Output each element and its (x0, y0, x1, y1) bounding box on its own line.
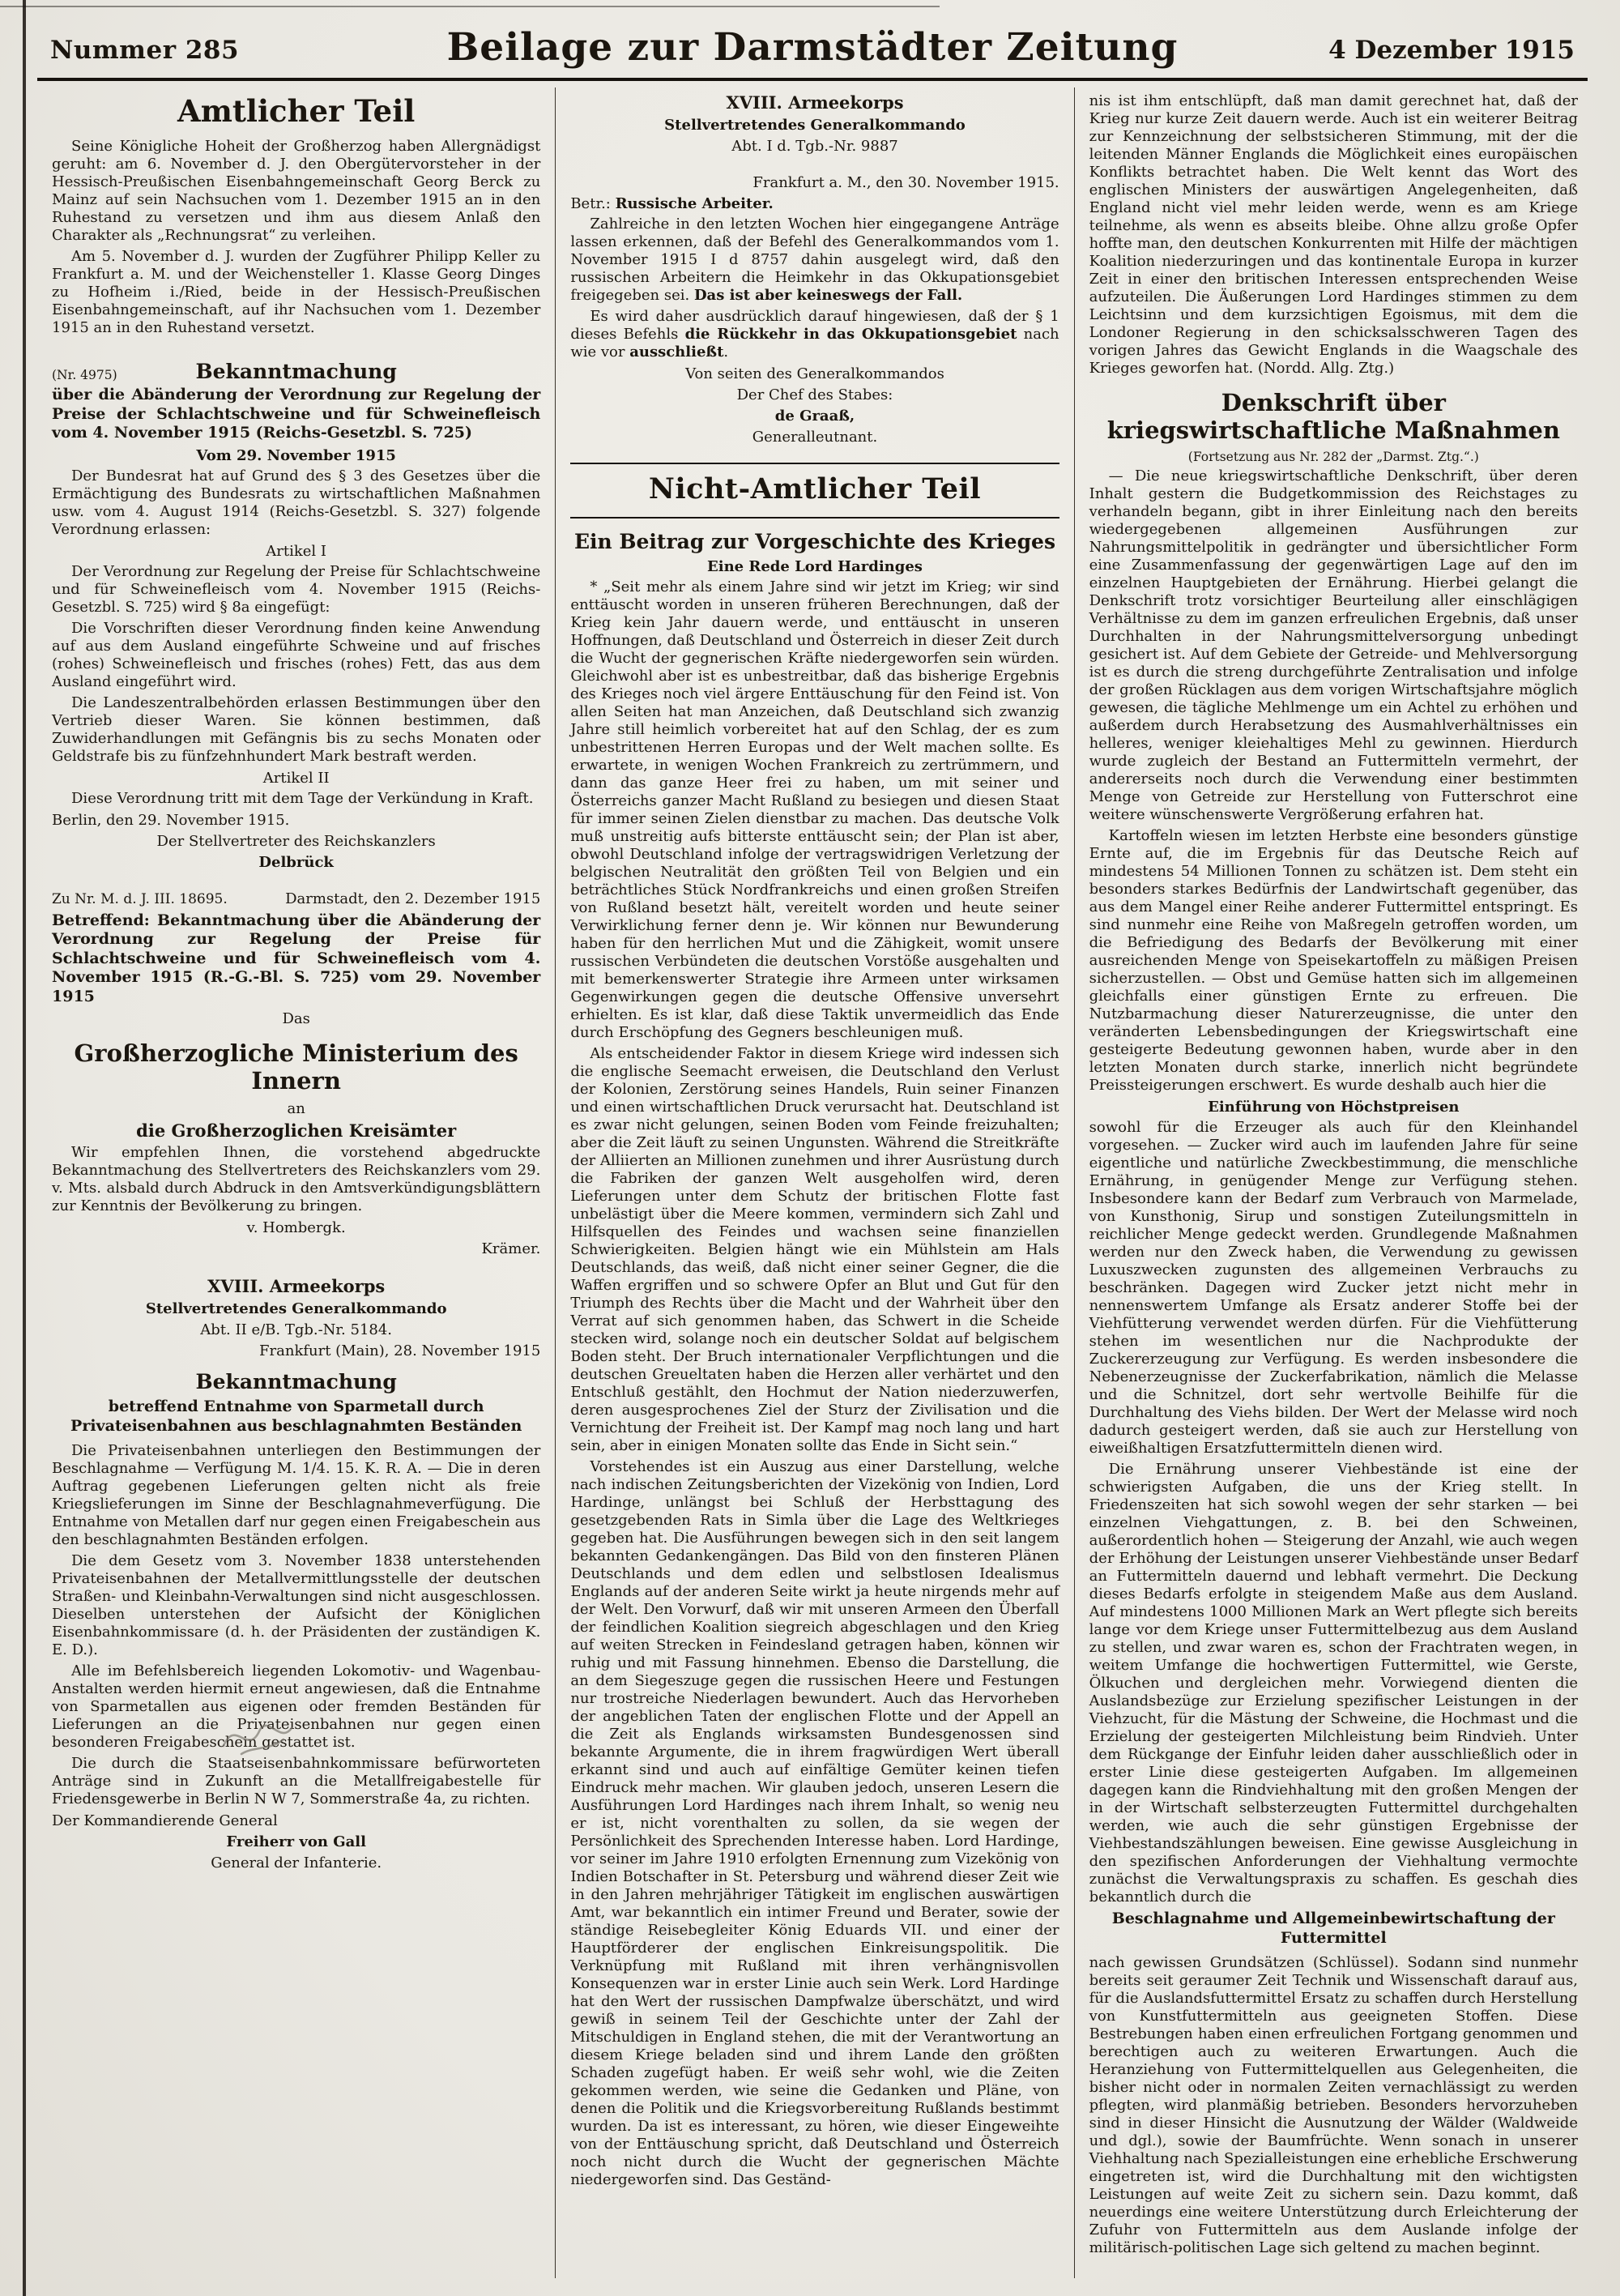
centered-line: Der Chef des Stabes: (736, 386, 893, 403)
newspaper-title: Beilage zur Darmstädter Zeitung (446, 25, 1179, 70)
spacer (570, 158, 1059, 171)
masthead-rule (37, 78, 1588, 81)
centered-line: Artikel II (262, 769, 330, 787)
signature: de Graaß, (774, 408, 855, 425)
centered-line: General der Infanterie. (211, 1854, 382, 1871)
issue-number: Nummer 285 (50, 36, 240, 65)
centered-line: Das (282, 1010, 310, 1027)
centered-line: Abt. I d. Tgb.-Nr. 9887 (731, 138, 898, 155)
paragraph: Die dem Gesetz vom 3. November 1838 unterstehenden Privateisenbahnen der Metallvermittlungsstelle der deutschen Straßen- und Kleinbahn-Verwaltungen sind nicht ausgeschlossen. Dieselben unterstehen der Aufsicht der Königlichen Eisenbahnkommissare (d. h. der Präsidenten der zuständigen K. E. D.). (52, 1552, 541, 1658)
paragraph: Der Bundesrat hat auf Grund des § 3 des Gesetzes über die Ermächtigung des Bundesrats zu wirtschaftlichen Maßnahmen usw. vom 4. August 1914 (Reichs-Gesetzbl. S. 327) folgende Verordnung erlassen: (52, 467, 541, 538)
text-line: Der Kommandierende General (52, 1812, 278, 1829)
paragraph: * „Seit mehr als einem Jahre sind wir jetzt im Krieg; wir sind enttäuscht worden in unseren früheren Berechnungen, daß der Krieg kein Jahr dauern werde, und enttäuscht in unseren Hoffnungen, daß Deutschland und Österreich in dieser Zeit durch die Wucht der gegnerischen Kräfte niedergeworfen sein würden. Gleichwohl aber ist es unbestreitbar, daß das bisherige Ergebnis des Krieges noch viel ärgere Enttäuschung für den Feind ist. Von allen Seiten hat man Anzeichen, daß Deutschland sich zwanzig Jahre still heimlich vorbereitet hat auf den Schlag, der es zum unbestrittenen Herren Europas und der Welt machen sollte. Es erwartete, in wenigen Wochen Frankreich zu zertrümmern, und dann das ganze Heer frei zu haben, um mit seiner und Österreichs ganzer Macht Rußland zu besiegen und diesen Staat für immer seinen Zielen dienstbar zu machen. Das deutsche Volk muß unstreitig aufs bitterste enttäuscht sein; der Plan ist aber, obwohl Deutschland infolge der vertragswidrigen Verletzung der belgischen Neutralität den größten Teil von Belgien und ein beträchtliches Stück Nordfrankreichs und einen großen Streifen von Rußland besetzt hält, vereitelt worden und heute seiner Verwirklichung ferner denn je. Wir können nur Bewunderung haben für den herrlichen Mut und die Zähigkeit, womit unsere russischen Verbündeten die deutschen Vorstöße ausgehalten und mit bemerkenswerter Strategie ihre Armeen unter wirksamen Gegenwirkungen gegen die deutsche Offensive unversehrt erhielten. Es ist klar, daß diese Taktik unvermeidlich das Ende durch Erschöpfung des Gegners beschleunigen muß. (570, 578, 1059, 1041)
spacer (52, 874, 540, 887)
paragraph: Als entscheidender Faktor in diesem Kriege wird indessen sich die englische Seemacht erweisen, die Deutschland den Verlust der Kolonien, Zerstörung seines Handels, Ruin seiner Finanzen und einen wirtschaftlichen Druck verursacht hat. Deutschland ist es zwar nicht gelungen, seinen Boden vom Feinde freizuhalten; aber die Zeit läuft zu seinen Ungunsten. Während die Streitkräfte der Alliierten an Millionen zunehmen und ihrer Ausrüstung durch die Fabriken der ganzen Welt ausgeholfen wird, deren Lieferungen unter dem Schutz der britischen Flotte fast unbelästigt über die Meere kommen, vermindern sich Zahl und Hilfsquellen des Feindes und wachsen seine finanziellen Schwierigkeiten. Belgien hängt wie ein Mühlstein am Hals Deutschlands, das weiß, daß nicht einer seiner Gegner, die die Waffen ergriffen und so schwere Opfer an Blut und Gut für den Triumph des Rechts über die Macht und der Wahrheit über den Verrat auf sich genommen haben, das Schwert in die Scheide stecken wird, solange noch ein deutscher Soldat auf belgischem Boden steht. Der Bruch internationaler Verpflichtungen und die deutschen Greueltaten haben die Herzen aller verhärtet und den Entschluß gestählt, den Hochmut der Nation niederzuwerfen, deren ausgesprochenes Ziel der Sturz der Zivilisation und die Vernichtung der Freiheit ist. Der Kampf mag noch lang und hart sein, aber in einigen Monaten sollte das Ende in Sicht sein.“ (570, 1045, 1059, 1454)
column-right (1074, 87, 1580, 2278)
paragraph: Vorstehendes ist ein Auszug aus einer Darstellung, welche nach indischen Zeitungsberichten der Vizekönig von Indien, Lord Hardinge, unlängst bei Schluß der Herbsttagung des gesetzgebenden Rats in Simla über die Lage des Weltkrieges gegeben hat. Die Ausführungen bewegen sich in den seit langem bekannten Gedankengängen. Das Bild von den finsteren Plänen Deutschlands und dem edlen und selbstlosen Idealismus Englands auf der anderen Seite wirkt ja heute nirgends mehr auf der Welt. Den Vorwurf, daß wir mit unseren Armeen den Überfall der feindlichen Koalition siegreich abgeschlagen und den Krieg auf weiten Strecken in Feindesland getragen haben, können wir ruhig und mit Fassung hinnehmen. Ebenso die Darstellung, die an dem Siegeszuge gegen die russischen Heere und Festungen nur trostreiche Niederlagen bewundert. Auch das Hervorheben der angeblichen Taten der englischen Flotte und der Appell an die Zeit als Englands wirksamsten Bundesgenossen sind bekannte Argumente, die in ihrem fragwürdigen Wert überall erkannt sind und auch auf einfältige Gemüter keinen tiefen Eindruck mehr machen. Wir glauben jedoch, unseren Lesern die Ausführungen Lord Hardinges nach ihrem Inhalt, so wenig neu er ist, nicht vorenthalten zu sollen, da sie wegen der Persönlichkeit des Sprechenden Interesse haben. Lord Hardinge, vor seiner im Jahre 1910 erfolgten Ernennung zum Vizekönig von Indien Botschafter in St. Petersburg und während dieser Zeit wie in den Jahren mehrjähriger Tätigkeit im englischen auswärtigen Amt, war bekanntlich ein intimer Freund und Berater, sowie der ständige Reisebegleiter König Eduards VII. und einer der Hauptförderer der englischen Einkreisungspolitik. Die Verknüpfung mit Rußland mit ihren verhängnisvollen Konsequenzen war in erster Linie auch sein Werk. Lord Hardinge hat den Wert der russischen Dampfwalze überschätzt, und wird gewiß in seinem Teil der Geschichte unter der Zahl der Mitschuldigen in England stehen, die mit der Verantwortung an diesem Kriege beladen sind und ihrem Lande den größten Schaden zugefügt haben. Er weiß sehr wohl, wie die Zeiten gekommen werden, wie seine die Gedanken und Pläne, von denen die Politik und die Kriegsvorbereitung Rußlands bestimmt wurden. Da ist es interessant, zu hören, wie dieser Eingeweihte von der Enttäuschung spricht, daß Deutschland und Österreich noch nicht durch die Wucht der gegnerischen Mächte niedergeworfen sind. Das Geständ- (570, 1458, 1059, 2188)
centered-line: Von seiten des Generalkommandos (685, 365, 944, 382)
paragraph: Diese Verordnung tritt mit dem Tage der Verkündung in Kraft. (71, 789, 534, 807)
heading-beitrag-vorgeschichte: Ein Beitrag zur Vorgeschichte des Krieges (573, 530, 1056, 553)
centered-line: an (287, 1100, 305, 1117)
paragraph: sowohl für die Erzeuger als auch für den Kleinhandel vorgesehen. — Zucker wird auch im laufenden Jahre für seine eigentliche und natürliche Zweckbestimmung, die menschliche Ernährung, in genügender Menge zur Verfügung stehen. Insbesondere kann der Bedarf zum Verbrauch von Marmelade, von Kunsthonig, Sirup und sonstigen Zuteilungsmitteln in reichlicher Menge gedeckt werden. Grundlegende Maßnahmen werden nur den Zweck haben, die Verwendung zu gewissen Luxuszwecken zugunsten des allgemeinen Verbrauchs zu beschränken. Dagegen wird Zucker jetzt nicht mehr in nennenswertem Umfange als Ersatz anderer Stoffe bei der Viehfütterung verwendet werden dürfen. Für die Viehfütterung stehen im wesentlichen nur die Nachprodukte der Zuckererzeugung zur Verfügung. Es werden insbesondere die Nebenerzeugnisse der Zuckerfabrikation, nämlich die Melasse und die Schnitzel, dort sehr wertvolle Beihilfe für die Durchhaltung des Viehs bilden. Der Wert der Melasse wird noch dadurch gesteigert werden, daß sie auch zur Herstellung von eiweißhaltigen Ersatzfuttermitteln dienen wird. (1089, 1119, 1578, 1457)
heading-ministerium: Großherzogliche Ministerium des Innern (74, 1039, 518, 1095)
paragraph: Die Landeszentralbehörden erlassen Bestimmungen über den Vertrieb dieser Waren. Sie können bestimmen, daß Zuwiderhandlungen mit Gefängnis bis zu sechs Monaten oder Geldstrafe bis zu fünfzehnhundert Mark bestraft werden. (52, 693, 541, 765)
divider-nicht-amtlicher-teil: Nicht-Amtlicher Teil (570, 463, 1059, 519)
column-center (555, 87, 1073, 2278)
heading-bekanntmachung: (Nr. 4975) Bekanntmachung (52, 360, 397, 383)
heading-denkschrift: Denkschrift über kriegswirtschaftliche Maßnahmen (1106, 389, 1560, 444)
spacer (52, 1261, 540, 1274)
bold-subheading: betreffend Entnahme von Sparmetall durch Privateisenbahnen aus beschlagnahmten Beständen (70, 1398, 522, 1435)
paragraph: Kartoffeln wiesen im letzten Herbste eine besonders günstige Ernte auf, die im Ergebnis für das Deutsche Reich auf mindestens 54 Millionen Tonnen zu schätzen ist. Dem steht ein besonders starkes Bedürfnis der Landwirtschaft gegenüber, das aus dem Mangel einer Reihe anderer Futtermittel entspringt. Es sind nunmehr eine Reihe von Maßregeln getroffen worden, um die Befriedigung des Bedarfs der Bevölkerung mit einer ausreichenden Menge von Speisekartoffeln zu mäßigen Preisen sicherzustellen. — Obst und Gemüse hatten sich im allgemeinen gleichfalls einer günstigen Ernte zu erfreuen. Die Nutzbarmachung dieser Naturerzeugnisse, die unter den veränderten Lebensbedingungen der Kriegswirtschaft eine gesteigerte Bedeutung gewonnen haben, wurde aber in den letzten Monaten durch starke, innerlich nicht begründete Preissteigerungen erschwert. Es wurde deshalb auch hier die (1089, 827, 1578, 1094)
paragraph: Der Verordnung zur Regelung der Preise für Schlachtschweine und für Schweinefleisch vom 4. November 1915 (Reichs-Gesetzbl. S. 725) wird § 8a eingefügt: (52, 562, 541, 616)
paragraph: Wir empfehlen Ihnen, die vorstehend abgedruckte Bekanntmachung des Stellvertreters des Reichskanzlers vom 29. v. Mts. alsbald durch Abdruck in den Amtsverkündigungsblättern zur Kenntnis der Bevölkerung zu bringen. (52, 1144, 541, 1214)
paragraph: Die Ernährung unserer Viehbestände ist eine der schwierigsten Aufgaben, die uns der Krieg stellt. In Friedenszeiten hat sich sowohl wegen der sehr starken — bei einzelnen Viehgattungen, z. B. bei den Schweinen, außerordentlich hohen — Steigerung der Anzahl, wie auch wegen der Erhöhung der Leistungen unserer Viehbestände unser Bedarf an Futtermitteln dauernd und lebhaft vermehrt. Die Deckung dieses Bedarfs erfolgte in steigendem Maße aus dem Ausland. Auf mindestens 1000 Millionen Mark an Wert pflegte sich bereits lange vor dem Kriege unser Futtermittelbezug aus dem Ausland zu stellen, und zwar waren es, schon der Frachtraten wegen, in weitem Umfange die hochwertigen Futtermittel, wie Gerste, Ölkuchen und dergleichen mehr. Vorwiegend dienten die Auslandsbezüge zur Erzielung spezifischer Leistungen in der Viehzucht, für die Mästung der Schweine, die Hochmast und die Erzielung der gesteigerten Milchleistung beim Rindvieh. Unter dem Rückgange der Einfuhr leiden daher ausschließlich oder in erster Linie diese gesteigerten Aufgaben. Im allgemeinen dagegen kann die Rindviehhaltung mit den großen Mengen der in der Wirtschaft selbsterzeugten Futtermittel durchgehalten werden, wie auch die sehr günstigen Ergebnisse der Viehbestandszählungen beweisen. Eine gewisse Ausgleichung in den spezifischen Anforderungen der Viehhaltung vermochte zunächst die Verwaltungspraxis zu schaffen. Es geschah dies bekanntlich durch die (1089, 1461, 1578, 1906)
signature: v. Hombergk. (246, 1219, 346, 1236)
paragraph: Es wird daher ausdrücklich darauf hingewiesen, daß der § 1 dieses Befehls die Rückkehr in das Okkupationsgebiet nach wie vor ausschließt. (570, 308, 1059, 361)
centered-bold-line: Stellvertretendes Generalkommando (145, 1300, 447, 1317)
centered-bold-line: Stellvertretendes Generalkommando (664, 117, 966, 134)
scan-edge-artifact (23, 0, 26, 2296)
paragraph: nis ist ihm entschlüpft, daß man damit gerechnet hat, daß der Krieg nur kurze Zeit dauern werde. Auch ist ein weiterer Beitrag zur Kennzeichnung der selbstsicheren Stimmung, mit der die leitenden Männer Englands die Möglichkeit eines europäischen Konflikts betrachtet haben. Die Welt kennt das Wort des englischen Ministers der auswärtigen Angelegenheiten, daß England nicht viel mehr leiden werde, wenn es am Kriege teilnehme, als wenn es abseits bleibe. Ohne allzu große Opfer hoffte man, den deutschen Konkurrenten mit Hilfe der mächtigen Koalition niederzuringen und das kontinentale Europa in kurzer Zeit in einer den britischen Interessen entsprechenden Weise aufzuteilen. Die Äußerungen Lord Hardinges stimmen zu dem Leichtsinn und dem kurzsichtigen Egoismus, mit dem die Londoner Regierung in den schicksalsschweren Tagen des vorigen Jahres das Gewicht Englands in die Waagschale des Krieges geworfen hat. (Nordd. Allg. Ztg.) (1089, 92, 1578, 377)
org-heading: XVIII. Armeekorps (207, 1276, 386, 1296)
centered-line: Generalleutnant. (752, 429, 878, 446)
paragraph: Die Vorschriften dieser Verordnung finden keine Anwendung auf aus dem Ausland eingeführte Schweine und auf frisches (rohes) Schweinefleisch und frisches (rohes) Fett, das aus dem Ausland eingeführt wird. (52, 619, 541, 690)
centered-line: Artikel I (266, 542, 327, 560)
pencil-scribble-annotation (212, 1704, 318, 1769)
subheading-hoechstpreise: Einführung von Höchstpreisen (1208, 1099, 1460, 1116)
columns (50, 87, 1580, 2278)
centered-line: Abt. II e/B. Tgb.-Nr. 5184. (200, 1321, 393, 1338)
org-heading: XVIII. Armeekorps (726, 92, 904, 113)
centered-bold-line: Eine Rede Lord Hardinges (707, 558, 923, 575)
heading-bekanntmachung-2: Bekanntmachung (195, 1370, 397, 1393)
subtitle-line: (Fortsetzung aus Nr. 282 der „Darmst. Ztg.“.) (1187, 450, 1479, 464)
dateline: Frankfurt a. M., den 30. November 1915. (752, 174, 1059, 191)
masthead (50, 19, 1575, 71)
paragraph: — Die neue kriegswirtschaftliche Denkschrift, über deren Inhalt gestern die Budgetkommission des Reichstages zu verhandeln begann, gibt in ihrer Einleitung nach den bereits wiedergegebenen allgemeinen Ausführungen zur Nahrungsmittelpolitik in gedrängter und übersichtlicher Form eine Zusammenfassung der gegenwärtigen Lage auf den im einzelnen Hauptgebieten der Ernährung. Hierbei gelangt die Denkschrift trotz vorsichtiger Beurteilung aller einschlägigen Verhältnisse zu dem im ganzen erfreulichen Ergebnis, daß unser Durchhalten in der Nahrungsmittelversorgung unbedingt gesichert ist. Auf dem Gebiete der Getreide- und Mehlversorgung ist es durch die streng durchgeführte Zentralisation und infolge der großen Rücklagen aus dem vorigen Wirtschaftsjahre möglich gewesen, die tägliche Mehlmenge um ein Achtel zu erhöhen und außerdem durch Herabsetzung des Ausmahlverhältnisses ein helleres, weniger kleiehaltiges Mehl zu gewinnen. Hierdurch wurde zugleich der Bestand an Futtermitteln vermehrt, der andererseits noch durch die Verwendung einer bestimmten Menge von Getreide zur Herstellung von Futterschrot eine weitere wünschenswerte Vergrößerung erfahren hat. (1089, 467, 1578, 823)
subheading-beschlagnahme: Beschlagnahme und Allgemeinbewirtschaftung der Futtermittel (1111, 1910, 1555, 1947)
paragraph: Zahlreiche in den letzten Wochen hier eingegangene Anträge lassen erkennen, daß der Befehl des Generalkommandos vom 1. November 1915 I d 8757 dahin ausgelegt wird, daß den russischen Arbeitern die Heimkehr in das Okkupationsgebiet freigegeben sei. Das ist aber keineswegs der Fall. (570, 216, 1059, 304)
heading-amtlicher-teil: Amtlicher Teil (177, 93, 416, 129)
centered-bold-line: Vom 29. November 1915 (196, 446, 396, 464)
org-heading: die Großherzoglichen Kreisämter (136, 1120, 457, 1141)
paragraph: Die Privateisenbahnen unterliegen den Bestimmungen der Beschlagnahme — Verfügung M. 1/4. 15. K. R. A. — Die in deren Auftrag gegebenen Lieferungen gelten nicht als freie Kriegslieferungen im Sinne der Beschlagnahmeverfügung. Die Entnahme von Metallen darf nur gegen einen Freigabeschein aus den beschlagnahmten Beständen erfolgen. (52, 1442, 541, 1548)
paragraph: Die durch die Staatseisenbahnkommissare befürworteten Anträge sind in Zukunft an die Metallfreigabestelle für Friedensgewerbe in Berlin N W 7, Sommerstraße 4a, zu richten. (52, 1755, 541, 1807)
spacer (52, 340, 540, 353)
paragraph: Alle im Befehlsbereich liegenden Lokomotiv- und Wagenbau-Anstalten werden hiermit erneut angewiesen, daß die Entnahme von Sparmetallen aus eigenen oder fremden Beständen für Lieferungen an die Privateisenbahnen nur gegen einen besonderen Freigabeschein gestattet ist. (52, 1662, 541, 1751)
text-line: Betr.: Russische Arbeiter. (570, 195, 774, 212)
centered-line: Der Stellvertreter des Reichskanzlers (156, 832, 436, 850)
paragraph: Am 5. November d. J. wurden der Zugführer Philipp Keller zu Frankfurt a. M. und der Weichensteller 1. Klasse Georg Dinges zu Hofheim i./Ried, beide in der Hessisch-Preußischen Eisenbahngemeinschaft, auf ihr Nachsuchen vom 1. Dezember 1915 an in den Ruhestand versetzt. (52, 248, 541, 336)
issue-date: 4 Dezember 1915 (1328, 36, 1575, 65)
text-line: Berlin, den 29. November 1915. (52, 811, 290, 829)
scan-edge-artifact-top (0, 6, 940, 7)
paragraph: nach gewissen Grundsätzen (Schlüssel). Sodann sind nunmehr bereits seit geraumer Zeit Technik und Wissenschaft darauf aus, für die Auslandsfuttermittel Ersatz zu schaffen durch Herstellung von Kunstfuttermitteln aus geeigneten Stoffen. Diese Bestrebungen haben einen erfreulichen Fortgang genommen und berechtigen auch zu weiteren Erwartungen. Auch die Heranziehung von Futtermittelquellen aus Gelegenheiten, die bisher nicht oder in normalen Zeiten vernachlässigt zu werden pflegten, wird planmäßig betrieben. Besonders hervorzuheben sind in dieser Hinsicht die Ausnutzung der Wälder (Waldweide und dgl.), sowie der Baumfrüchte. Wenn sonach in unserer Viehhaltung nach Spezialleistungen eine erhebliche Erschwerung eingetreten ist, wird die Durchhaltung mit den wichtigsten Leistungen auf weite Zeit zu sichern sein. Dazu kommt, daß neuerdings eine weitere Unterstützung durch Erleichterung der Zufuhr von Futtermitteln aus dem Auslande infolge der militärisch-politischen Lage sich geltend zu machen beginnt. (1089, 1954, 1578, 2256)
signature: Delbrück (258, 853, 334, 871)
column-left (50, 87, 555, 2278)
dateline: Frankfurt (Main), 28. November 1915 (259, 1342, 541, 1359)
bold-subheading: über die Abänderung der Verordnung zur Regelung der Preise der Schlachtschweine und für Schweinefleisch vom 4. November 1915 (Reichs-Gesetzbl. S. 725) (52, 386, 541, 442)
meta-row: Zu Nr. M. d. J. III. 18695. Darmstadt, den 2. Dezember 1915 (52, 890, 541, 907)
paragraph: Seine Königliche Hoheit der Großherzog haben Allergnädigst geruht: am 6. November d. J. den Obergütervorsteher in der Hessisch-Preußischen Eisenbahngemeinschaft Georg Berck zu Mainz auf sein Nachsuchen vom 1. Dezember 1915 an in den Ruhestand zu versetzen und ihm aus diesem Anlaß den Charakter als „Rechnungsrat“ zu verleihen. (52, 138, 541, 244)
signature: Freiherr von Gall (226, 1833, 366, 1850)
bold-subheading: Betreffend: Bekanntmachung über die Abänderung der Verordnung zur Regelung der Preise für Schlachtschweine und für Schweinefleisch vom 4. November 1915 (R.-G.-Bl. S. 725) vom 29. November 1915 (52, 911, 541, 1005)
signature: Krämer. (481, 1240, 541, 1257)
